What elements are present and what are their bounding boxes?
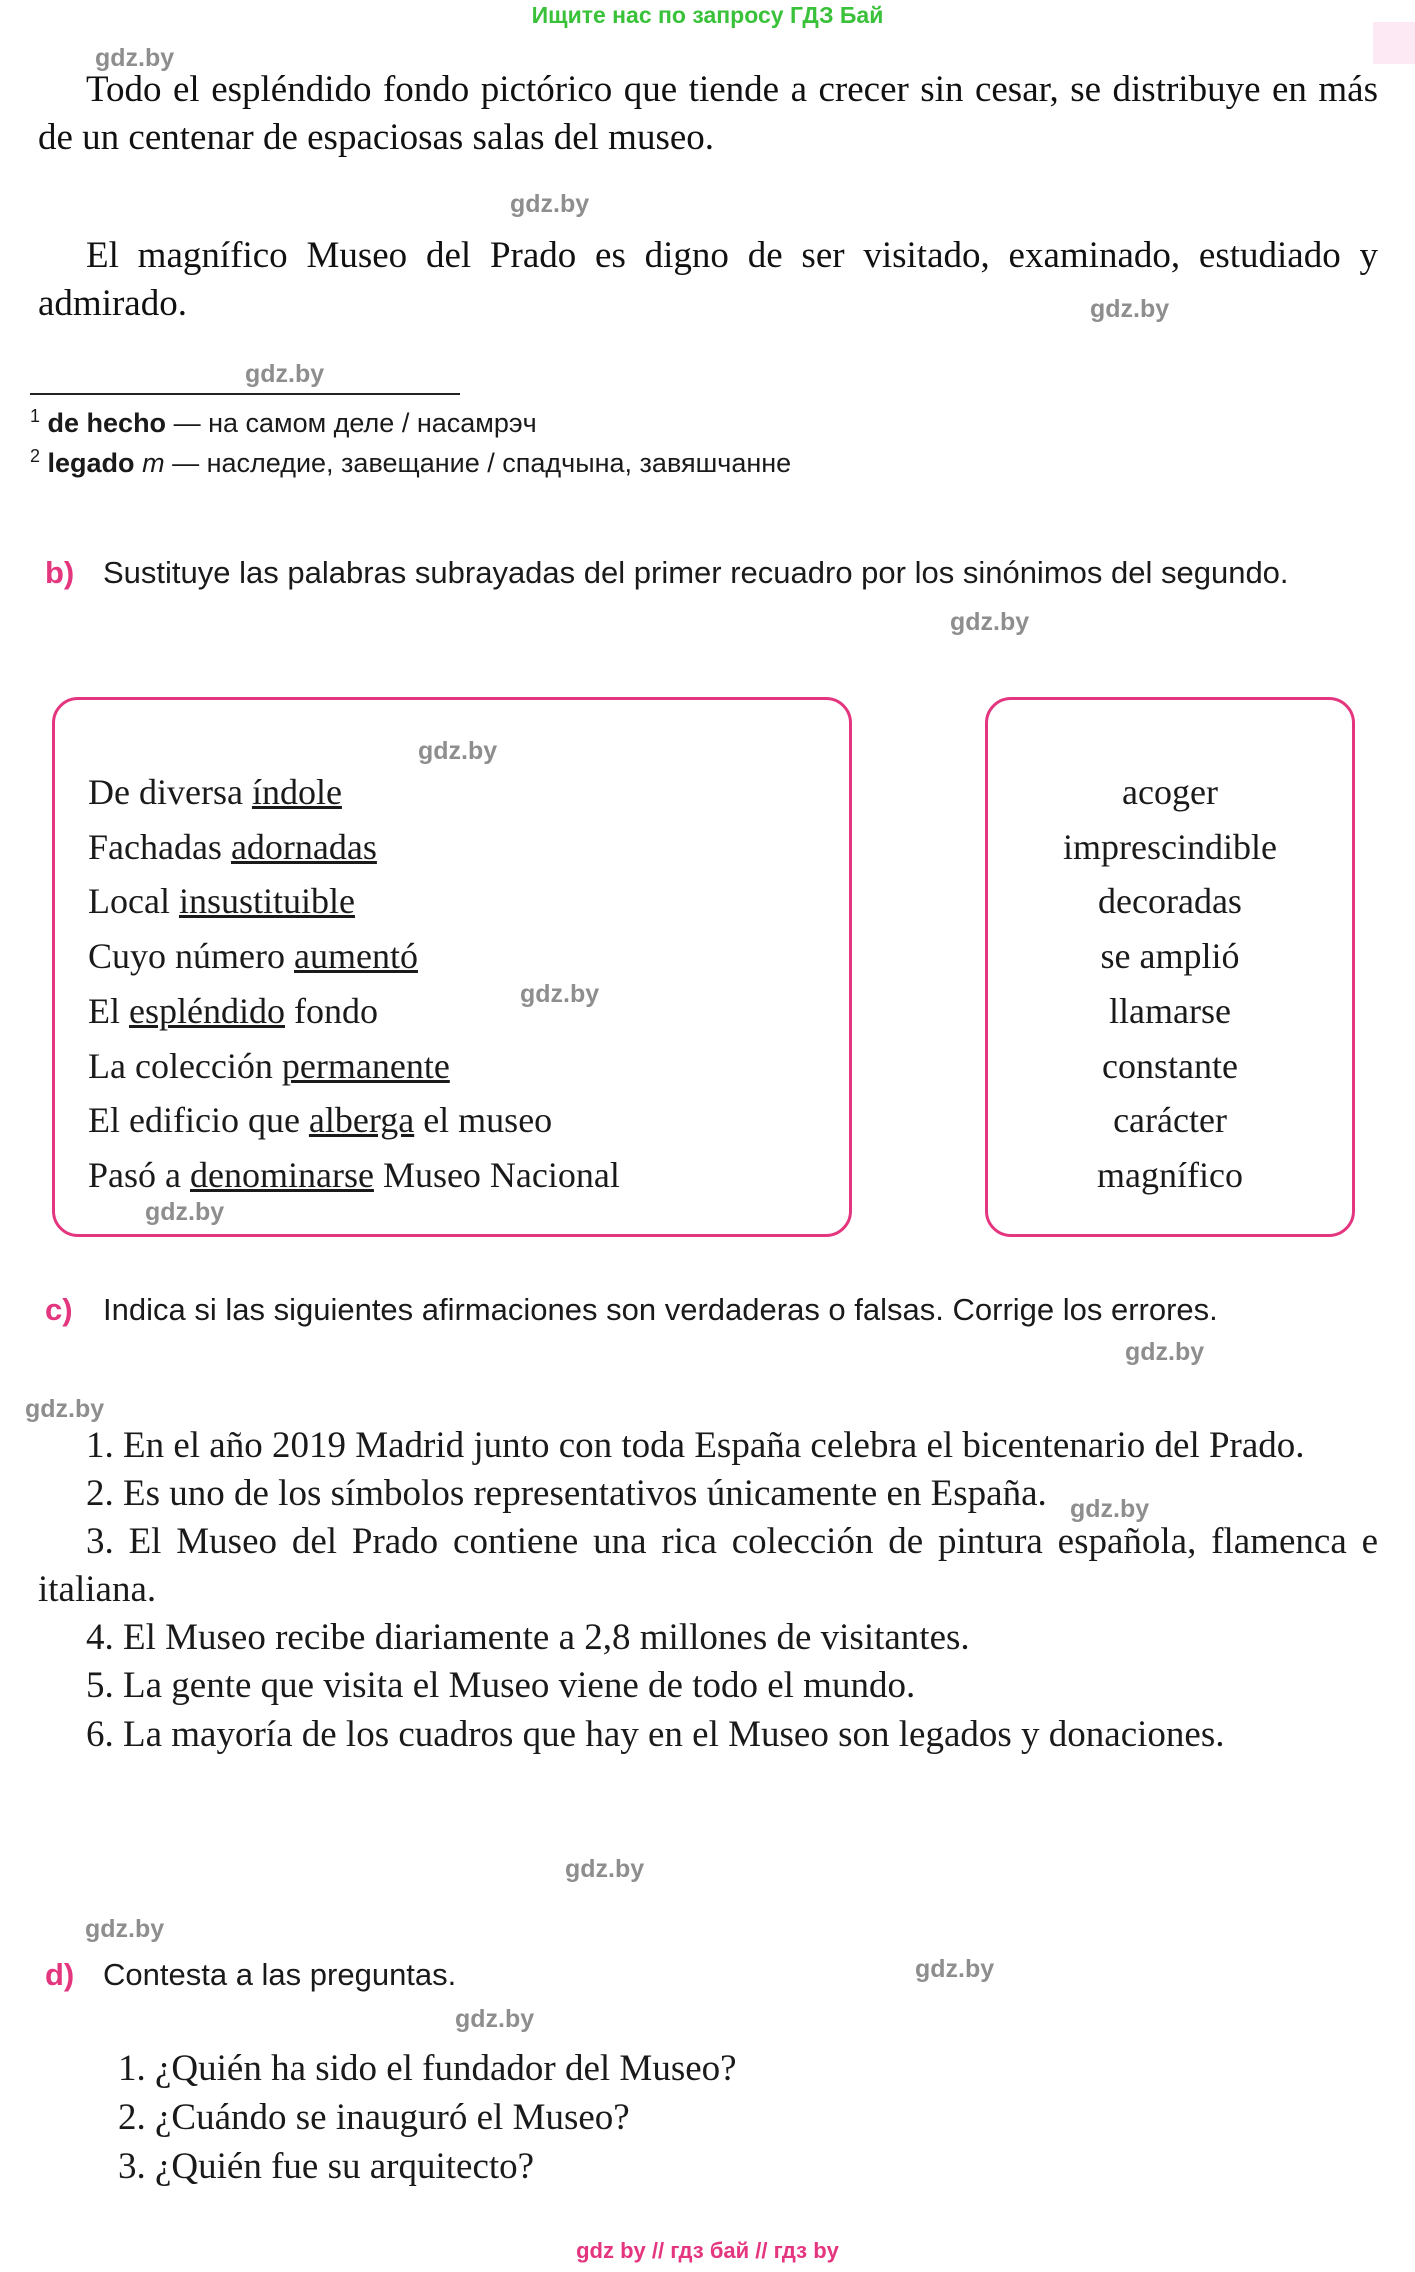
line-pre: Fachadas: [88, 826, 231, 867]
statement-item: 2. Es uno de los símbolos representativos únicamente en España.: [86, 1473, 1047, 1515]
question-item: 2. ¿Cuándo se inauguró el Museo?: [118, 2096, 630, 2138]
task-c-text: Indica si las siguientes afirmaciones son verdaderas o falsas. Corrige los errores.: [103, 1292, 1218, 1327]
footnote-dash: —: [172, 448, 200, 479]
questions-list: [38, 2045, 1378, 2191]
page-footer: gdz by // гдз бай // гдз by: [576, 2238, 839, 2263]
list-item: constante: [1102, 1045, 1238, 1086]
list-item: imprescindible: [1063, 826, 1277, 867]
line-underlined: índole: [251, 772, 342, 812]
watermark: gdz.by: [1070, 1495, 1150, 1523]
list-item: [88, 1039, 829, 1094]
list-item: [88, 1093, 829, 1148]
task-d: [45, 1955, 1370, 1995]
footnote-gender: m: [142, 448, 165, 479]
footnote-item: [30, 443, 1330, 483]
watermark: gdz.by: [418, 737, 498, 765]
synonym-box-left: [52, 697, 852, 1237]
task-b-tag: b): [45, 555, 75, 590]
list-item: [88, 820, 829, 875]
line-pre: De diversa: [88, 772, 252, 812]
question-item: 3. ¿Quién fue su arquitecto?: [118, 2145, 535, 2187]
watermark: gdz.by: [145, 1198, 225, 1226]
statement-item: 3. El Museo del Prado contiene una rica colección de pintura española, flamenca e italiana.: [38, 1521, 1378, 1611]
watermark: gdz.by: [950, 608, 1030, 636]
line-pre: Pasó a: [88, 1155, 190, 1196]
line-underlined: adornadas: [230, 826, 377, 867]
task-b-text: Sustituye las palabras subrayadas del primer recuadro por los sinónimos del segundo.: [103, 555, 1289, 590]
footnote-gloss: наследие, завещание / спадчына, завяшчанне: [206, 448, 792, 479]
list-item: [88, 1148, 829, 1203]
line-post: fondo: [284, 990, 378, 1031]
line-pre: Local: [88, 881, 179, 922]
watermark: gdz.by: [1090, 295, 1170, 323]
line-underlined: aumentó: [293, 936, 418, 977]
statement-item: 4. El Museo recibe diariamente a 2,8 millones de visitantes.: [86, 1617, 970, 1659]
list-item: magnífico: [1097, 1155, 1243, 1196]
line-underlined: alberga: [308, 1100, 415, 1141]
list-item: llamarse: [1109, 990, 1231, 1031]
synonym-box-left-lines: [88, 765, 829, 1203]
corner-mark: [1373, 22, 1415, 64]
footnote-gloss: на самом деле / насамрэч: [208, 408, 537, 438]
line-underlined: espléndido: [129, 990, 285, 1031]
footnote-term: legado: [47, 448, 135, 479]
paragraph-2: El magnífico Museo del Prado es digno de ser visitado, examinado, estudiado y admirado.: [38, 235, 1378, 325]
line-underlined: permanente: [281, 1045, 450, 1086]
footnote-dash: —: [173, 408, 201, 438]
watermark: gdz.by: [520, 980, 600, 1008]
statement-item: 1. En el año 2019 Madrid junto con toda España celebra el bicentenario del Prado.: [86, 1425, 1305, 1466]
task-c-tag: c): [45, 1292, 73, 1327]
line-pre: Cuyo número: [88, 936, 294, 977]
synonym-box-right: [985, 697, 1355, 1237]
list-item: acoger: [1122, 772, 1218, 812]
line-underlined: denominarse: [190, 1155, 374, 1196]
footnote-divider: [30, 393, 460, 395]
task-d-text: Contesta a las preguntas.: [103, 1957, 457, 1992]
watermark: gdz.by: [510, 190, 590, 218]
list-item: [88, 765, 829, 820]
paragraph-1: Todo el espléndido fondo pictórico que tiende a crecer sin cesar, se distribuye en más de un centenar de espaciosas salas del museo.: [38, 69, 1378, 159]
statement-item: 6. La mayoría de los cuadros que hay en el Museo son legados y donaciones.: [86, 1713, 1225, 1755]
footnote-number: 1: [30, 406, 41, 426]
watermark: gdz.by: [85, 1915, 165, 1943]
watermark: gdz.by: [25, 1395, 105, 1423]
task-d-tag: d): [45, 1957, 75, 1992]
line-pre: La colección: [88, 1045, 282, 1086]
list-item: decoradas: [1098, 881, 1242, 922]
task-b: [45, 553, 1370, 593]
list-item: [88, 874, 829, 929]
question-item: 1. ¿Quién ha sido el fundador del Museo?: [118, 2048, 737, 2089]
list-item: se amplió: [1100, 936, 1240, 977]
watermark: gdz.by: [1125, 1338, 1205, 1366]
top-banner: Ищите нас по запросу ГДЗ Бай: [531, 2, 884, 28]
watermark: gdz.by: [565, 1855, 645, 1883]
footnotes: [30, 403, 1330, 483]
footnote-number: 2: [30, 446, 41, 467]
watermark: gdz.by: [915, 1955, 995, 1983]
footnote-term: de hecho: [47, 408, 167, 438]
line-post: el museo: [414, 1100, 553, 1141]
watermark: gdz.by: [455, 2005, 535, 2033]
line-pre: El edificio que: [88, 1100, 309, 1141]
footnote-item: [30, 403, 1330, 443]
list-item: [88, 929, 829, 984]
watermark: gdz.by: [95, 44, 175, 72]
synonym-box-right-lines: [988, 765, 1352, 1203]
list-item: [88, 984, 829, 1039]
statement-item: 5. La gente que visita el Museo viene de todo el mundo.: [86, 1665, 916, 1707]
line-post: Museo Nacional: [373, 1155, 620, 1196]
task-c: [45, 1290, 1370, 1330]
statements-list: [38, 1422, 1378, 1759]
line-pre: El: [88, 990, 129, 1031]
list-item: carácter: [1113, 1100, 1227, 1141]
watermark: gdz.by: [245, 360, 325, 388]
line-underlined: insustituible: [178, 881, 355, 922]
